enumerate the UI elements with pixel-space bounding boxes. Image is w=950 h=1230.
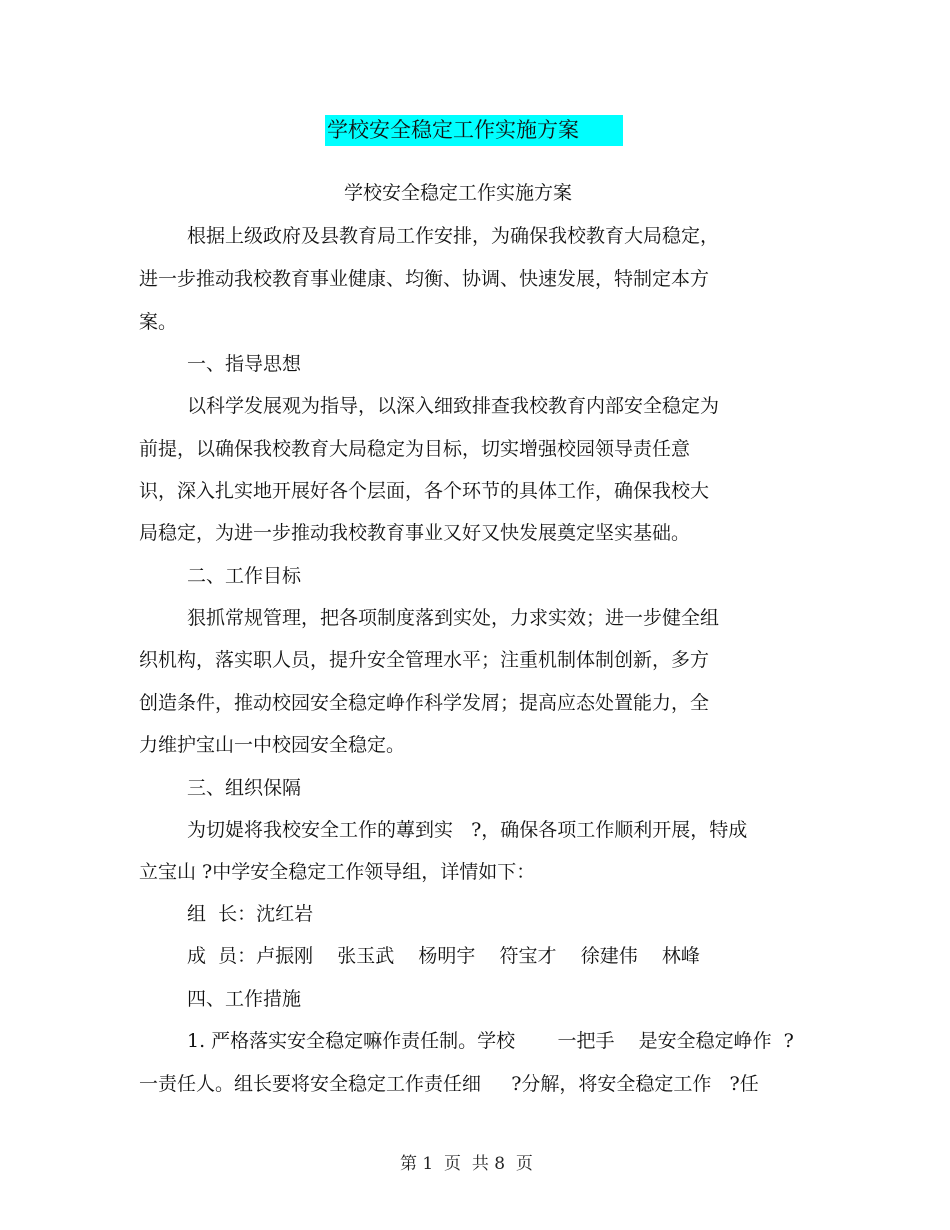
document-subtitle: 学校安全稳定工作实施方案 [344, 182, 573, 204]
paragraph-line: 创造条件，推动校园安全稳定峥作科学发屑；提高应态处置能力，全 [139, 692, 710, 714]
paragraph-line: 织机构，落实职人员，提升安全管理水平；注重机制体制创新，多方 [139, 649, 710, 671]
paragraph-line: 1. 严格落实安全稳定嘛作责任制。学校 一把手 是安全稳定峥作 ? [187, 1030, 794, 1052]
section-heading: 三、组织保隔 [187, 777, 302, 799]
paragraph-line: 一责任人。组长要将安全稳定工作责任细 ?分解，将安全稳定工作 ?任 [139, 1073, 759, 1095]
paragraph-line: 局稳定，为进一步推动我校教育事业又好又快发展奠定坚实基础。 [139, 522, 691, 544]
paragraph-line: 为切媞将我校安全工作的蓴到实 ?，确保各项工作顺利开展，特成 [187, 819, 748, 841]
document-title: 学校安全稳定工作实施方案 [327, 118, 579, 142]
members-line: 成 员：卢振刚 张玉武 杨明宇 符宝才 徐建伟 林峰 [187, 945, 700, 967]
paragraph-line: 进一步推动我校教育事业健康、均衡、协调、快速发展，特制定本方 [139, 268, 710, 290]
paragraph-line: 识，深入扎实地开展好各个层面，各个环节的具体工作，确保我校大 [139, 480, 710, 502]
section-heading: 一、指导思想 [187, 353, 302, 375]
paragraph-line: 以科学发展观为指导，以深入细致排查我校教育内部安全稳定为 [187, 395, 720, 417]
page-footer: 第 1 页 共 8 页 [400, 1154, 533, 1174]
paragraph-line: 狠抓常规管理，把各项制度落到实处，力求实效；进一步健全组 [187, 607, 720, 629]
paragraph-line: 案。 [139, 311, 178, 333]
paragraph-line: 前提，以确保我校教育大局稳定为目标，切实增强校园领导责任意 [139, 438, 691, 460]
section-heading: 二、工作目标 [187, 565, 302, 587]
paragraph-line: 立宝山 ?中学安全稳定工作领导组，详情如下： [139, 861, 536, 883]
paragraph-line: 力维护宝山一中校园安全稳定。 [139, 734, 406, 756]
paragraph-line: 根据上级政府及县教育局工作安排，为确保我校教育大局稳定， [187, 225, 720, 247]
section-heading: 四、工作措施 [187, 988, 302, 1010]
leader-line: 组 长：沈红岩 [187, 903, 314, 925]
